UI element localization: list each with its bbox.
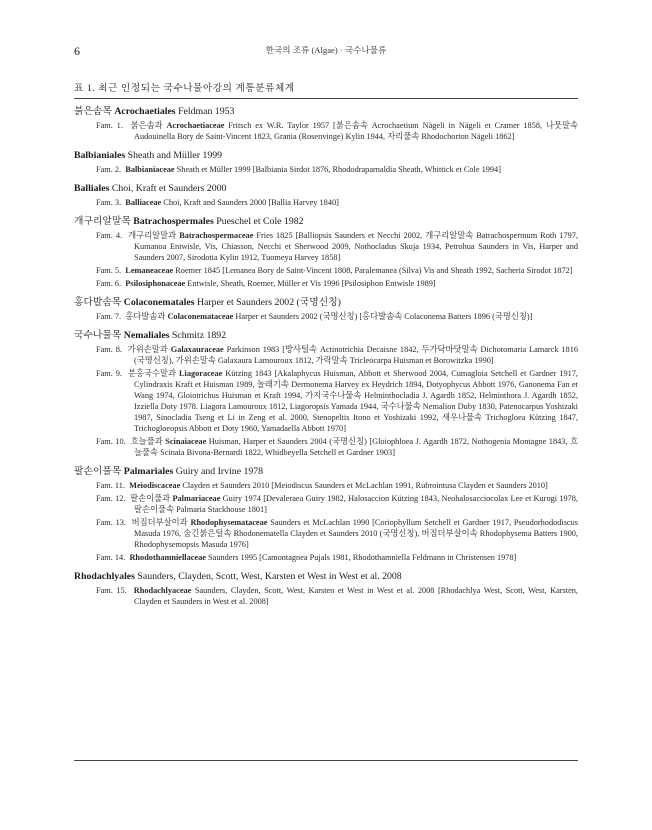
family-number: Fam. 3.	[96, 198, 122, 207]
family-details: Choi, Kraft and Saunders 2000 [Ballia Harvey 1840]	[161, 198, 339, 207]
family-number: Fam. 1.	[96, 121, 123, 130]
family-name: Rhodothamniellaceae	[129, 553, 206, 562]
order-name: Batrachospermales	[133, 216, 214, 227]
family-details: Saunders et McLachlan 1990 [Coriophyllum Setchell et Gardner 1917, Pseudorhododiscus Masuda 1976, 숨긴붉은털속 Rhodonematella Clayden et Saunders 2010 (국명신칭), 버짐더부살이속 Rhodophysema Batters 1900, Rhodophysemopsis Masuda 1976]	[134, 518, 578, 549]
family-entry	[74, 265, 578, 276]
family-details: Fritsch ex W.R. Taylor 1957 [붉은솜속 Acrochaetium Nägeli in Nägeli et Cramer 1858, 나뭇말속 Audouinella Bory de Saint-Vincent 1823, Grania (Rosenvinge) Kylin 1944, 자리풀속 Rhodochorton Nägeli 1862]	[134, 121, 578, 141]
order-authority: Harper et Saunders 2002 (국명신칭)	[194, 297, 341, 308]
table-bottom-rule	[74, 760, 578, 761]
family-korean-name: 분홍국수말과	[127, 369, 179, 378]
order-name: Colaconematales	[123, 297, 195, 308]
family-name: Balbianiaceae	[125, 165, 175, 174]
order-authority: Pueschel et Cole 1982	[213, 216, 304, 227]
order-authority: Saunders, Clayden, Scott, West, Karsten et West in West et al. 2008	[134, 571, 402, 582]
family-entry	[74, 164, 578, 175]
family-number: Fam. 4.	[96, 231, 123, 240]
order-name: Palmariales	[123, 466, 174, 477]
family-entry	[74, 230, 578, 263]
family-number: Fam. 7.	[96, 312, 122, 321]
family-entry	[74, 585, 578, 607]
family-entry	[74, 552, 578, 563]
family-name: Scinaiaceae	[165, 437, 207, 446]
order-name: Nemaliales	[123, 330, 170, 341]
family-entry	[74, 517, 578, 550]
family-entry	[74, 120, 578, 142]
family-name: Meiodiscaceae	[129, 481, 181, 490]
order-authority: Guiry and Irvine 1978	[173, 466, 264, 477]
order-heading	[74, 149, 578, 162]
family-name: Palmariaceae	[172, 494, 221, 503]
family-entry	[74, 197, 578, 208]
order-heading	[74, 105, 578, 118]
family-details: Harper et Saunders 2002 (국명신칭) [홍다발솜속 Colaconema Batters 1896 (국명신칭)]	[233, 312, 533, 321]
running-header: 한국의 조류 (Algae) · 국수나물류	[265, 45, 387, 55]
family-details: Parkinson 1983 [방사털속 Actinotrichia Decaisne 1842, 두가닥바닷말속 Dichotomaria Lamarck 1816 (국명신칭), 가위손말속 Galaxaura Lamouroux 1812, 가락말속 Tricleocarpa Huisman et Borowitzka 1990]	[134, 345, 578, 365]
family-details: Kützing 1843 [Akalaphycus Huisman, Abbott et Sherwood 2004, Cumagloia Setchell et Gardner 1917, Cylindraxis Kraft et Huisman 1989, 놀래기속 Dermonema Harvey ex Heydrich 1894, Dotyophycus Abbott 1976, Ganonema Fan et Wang 1974, Gloiotrichus Huisman et Kraft 1994, 가지국수나물속 Helminthocladia J. Agardh 1852, Helminthora J. Agardh 1852, Izziella Doty 1978. Liagora Lamouroux 1812, Liagoropsis Yamada 1944, 국수나물속 Nemalion Duby 1830, Patenocarpus Yoshizaki 1987, Sinocladia Tseng et Li in Zeng et al. 2000, Stenopeltis Itono et Yoshizaki 1992, 새우나물속 Trichogloea Kützing 1847, Trichogloeopsis Abbott et Doty 1960, Yamadaella Abbott 1970]	[134, 369, 579, 433]
family-number: Fam. 6.	[96, 279, 122, 288]
family-korean-name: 흐늘풀과	[130, 437, 166, 446]
family-number: Fam. 2.	[96, 165, 122, 174]
order-name: Balbianiales	[74, 150, 126, 161]
family-details: Sheath et Müller 1999 [Balbiania Sirdot 1876, Rhododraparnaldia Sheath, Whittick et Cole 1994]	[174, 165, 501, 174]
family-number: Fam. 13.	[96, 518, 126, 527]
family-korean-name: 버짐더부살이과	[131, 518, 191, 527]
family-entry	[74, 278, 578, 289]
family-details: Entwisle, Sheath, Roemer, Müller et Vis 1996 [Psilosiphon Entwisle 1989]	[185, 279, 436, 288]
family-name: Psilosiphonaceae	[125, 279, 186, 288]
order-korean-name: 개구리알말목	[74, 216, 134, 227]
family-details: Saunders 1995 [Camontagnea Pujals 1981, Rhodothamniella Feldmann in Christensen 1978]	[205, 553, 517, 562]
table-title: 표 1. 최근 인정되는 국수나물아강의 계통분류체계	[74, 83, 295, 94]
order-authority: Schmitz 1892	[169, 330, 227, 341]
family-entry	[74, 493, 578, 515]
family-number: Fam. 11.	[96, 481, 125, 490]
order-korean-name: 국수나물목	[74, 330, 124, 341]
family-number: Fam. 12.	[96, 494, 126, 503]
order-korean-name: 붉은솜목	[74, 106, 115, 117]
classification-table	[74, 105, 578, 607]
order-name: Acrochaetiales	[114, 106, 176, 117]
family-details: Saunders, Clayden, Scott, West, Karsten et West in West et al. 2008 [Rhodachlya West, Scott, West, Karsten, Clayden et Saunders in West et al. 2008]	[134, 586, 578, 606]
table-top-rule	[74, 98, 578, 99]
family-name: Rhodachlyaceae	[133, 586, 192, 595]
family-name: Liagoraceae	[178, 369, 223, 378]
family-number: Fam. 5.	[96, 266, 122, 275]
family-korean-name: 홍다발솜과	[125, 312, 168, 321]
family-entry	[74, 311, 578, 322]
family-name: Colaconemataceae	[167, 312, 234, 321]
family-name: Acrochaetiaceae	[166, 121, 225, 130]
page-number: 6	[74, 44, 81, 58]
order-heading	[74, 465, 578, 478]
order-authority: Sheath and Müller 1999	[125, 150, 223, 161]
family-number: Fam. 9.	[96, 369, 123, 378]
order-heading	[74, 329, 578, 342]
order-heading	[74, 215, 578, 228]
family-number: Fam. 8.	[96, 345, 122, 354]
family-name: Balliaceae	[125, 198, 162, 207]
order-name: Rhodachlyales	[74, 571, 135, 582]
family-name: Lemaneaceae	[125, 266, 174, 275]
family-entry	[74, 368, 578, 434]
family-entry	[74, 480, 578, 491]
order-authority: Choi, Kraft et Saunders 2000	[109, 183, 227, 194]
family-korean-name: 붉은솜과	[130, 121, 167, 130]
family-name: Rhodophysemataceae	[190, 518, 268, 527]
family-name: Batrachospermaceae	[179, 231, 254, 240]
family-details: Fries 1825 [Balliopsis Saunders et Necchi 2002, 개구리알말속 Batrachospermum Roth 1797, Kumanoa Entwisle, Vis, Chiasson, Necchi et Sherwood 2009, Nothocladus Skuja 1934, Petrohua Saunders in Vis, Harper and Saunders 2007, Sirodotia Kylin 1912, Tuomeya Harvey 1858]	[134, 231, 578, 262]
order-heading	[74, 570, 578, 583]
family-korean-name: 개구리알말과	[128, 231, 180, 240]
family-number: Fam. 14.	[96, 553, 126, 562]
order-authority: Feldman 1953	[175, 106, 235, 117]
order-name: Balliales	[74, 183, 110, 194]
order-korean-name: 홍다발솜목	[74, 297, 124, 308]
family-korean-name: 팔손이풀과	[130, 494, 173, 503]
family-details: Huisman, Harper et Saunders 2004 (국명신칭) [Gloiophloea J. Agardh 1872, Nothogenia Montagne 1843, 흐늘풀속 Scinaia Bivona-Bernardi 1822, Whidbeyella Setchell et Gardner 1903]	[134, 437, 578, 457]
family-entry	[74, 436, 578, 458]
family-number: Fam. 15.	[96, 586, 127, 595]
family-details: Clayden et Saunders 2010 [Meiodiscus Saunders et McLachlan 1991, Rubrointusa Clayden et Saunders 2010]	[180, 481, 548, 490]
family-entry	[74, 344, 578, 366]
family-details: Roemer 1845 [Lemanea Bory de Saint-Vincent 1808, Paralemanea (Silva) Vis and Sheath 1992, Sacheria Sirodot 1872]	[173, 266, 573, 275]
family-name: Galaxauraceae	[170, 345, 224, 354]
order-heading	[74, 296, 578, 309]
order-korean-name: 팔손이풀목	[74, 466, 124, 477]
family-details: Guiry 1974 [Devaleraea Guiry 1982, Halosaccion Kützing 1843, Neohalosacciocolax Lee et Kurogi 1978, 팔손이풀속 Palmaria Stackhouse 1801]	[134, 494, 579, 514]
order-heading	[74, 182, 578, 195]
family-korean-name: 가위손말과	[127, 345, 171, 354]
family-number: Fam. 10.	[96, 437, 126, 446]
